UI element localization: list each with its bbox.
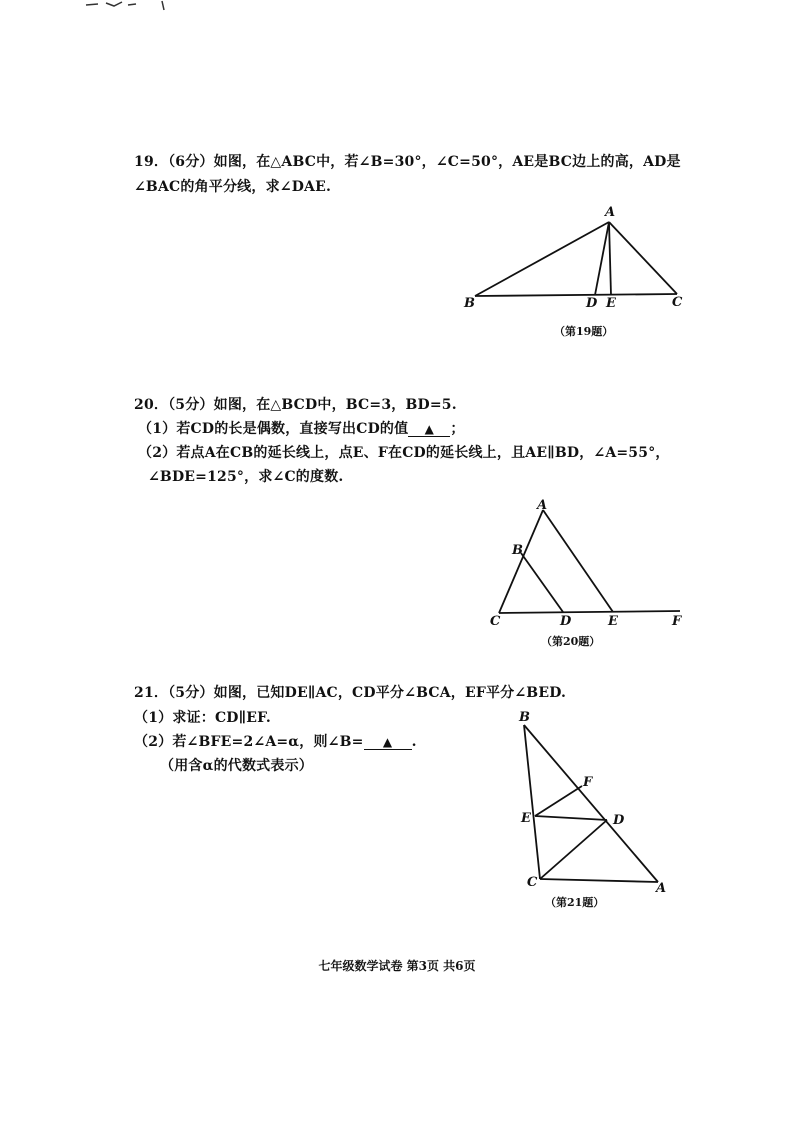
q19-label-b: B: [464, 296, 475, 311]
q20-label-e: E: [608, 614, 618, 629]
q19-segment-ac: [609, 222, 677, 294]
q21-part2: [134, 731, 417, 751]
q19-line2: ∠BAC的角平分线，求∠DAE.: [134, 179, 332, 195]
q21-part2-suffix: .: [411, 734, 417, 750]
q20-label-c: C: [490, 614, 501, 629]
q19-segment-ab: [475, 222, 609, 296]
q21-part1: （1）求证：CD∥EF.: [134, 710, 271, 726]
q20-part1-suffix: ；: [450, 421, 465, 437]
q20-figure: [480, 495, 700, 630]
q21-segment-cd: [540, 820, 607, 879]
q21-label-e: E: [521, 811, 531, 826]
q19-line1: 19．（6分）如图，在△ABC中，若∠B=30°，∠C=50°，AE是BC边上的高，AD是: [134, 154, 681, 170]
scan-mark: [84, 0, 174, 12]
q21-note: （用含α的代数式表示）: [160, 758, 313, 774]
q20-label-d: D: [560, 614, 572, 629]
q19-figure: [455, 200, 695, 315]
q20-label-b: B: [512, 543, 523, 558]
q20-part1: [138, 418, 465, 438]
q20-part2-line1: （2）若点A在CB的延长线上，点E、F在CD的延长线上，且AE∥BD，∠A=55°，: [138, 445, 670, 461]
q19-segment-bc: [475, 294, 677, 296]
q19-label-e: E: [606, 296, 616, 311]
q19-segment-ae: [609, 222, 611, 295]
q21-label-b: B: [519, 710, 530, 725]
q19-caption: （第19题）: [554, 325, 614, 338]
q21-caption: （第21题）: [545, 896, 605, 909]
q21-label-f: F: [583, 775, 593, 790]
q21-label-a: A: [656, 881, 667, 896]
q21-label-c: C: [527, 875, 538, 890]
q20-segment-ae: [543, 510, 613, 612]
q19-label-a: A: [605, 205, 616, 220]
q21-part2-prefix: （2）若∠BFE=2∠A=α，则∠B=: [134, 734, 364, 750]
q19-label-d: D: [586, 296, 598, 311]
q20-segment-bd: [521, 553, 563, 612]
q20-line1: 20．（5分）如图，在△BCD中，BC=3，BD=5.: [134, 397, 457, 413]
q21-segment-ed: [535, 816, 607, 820]
q19-segment-ad: [595, 222, 609, 295]
q20-label-f: F: [672, 614, 682, 629]
q20-part2-line2: ∠BDE=125°，求∠C的度数.: [148, 469, 344, 485]
q20-caption: （第20题）: [541, 635, 601, 648]
q21-segment-ca: [540, 879, 658, 882]
q21-line1: 21．（5分）如图，已知DE∥AC，CD平分∠BCA，EF平分∠BED.: [134, 685, 567, 701]
q20-label-a: A: [537, 498, 548, 513]
q19-label-c: C: [672, 295, 683, 310]
q21-answer-blank[interactable]: ▲: [364, 735, 412, 750]
page-footer: 七年级数学试卷 第3页 共6页: [318, 959, 476, 973]
q20-answer-blank[interactable]: ▲: [408, 422, 450, 437]
q21-segment-ef: [535, 786, 582, 816]
q21-label-d: D: [613, 813, 625, 828]
q21-figure: [510, 705, 680, 895]
q21-segment-ba: [524, 725, 658, 882]
q20-part1-prefix: （1）若CD的长是偶数，直接写出CD的值: [138, 421, 409, 437]
q20-segment-ca: [499, 510, 543, 613]
q20-segment-cf: [499, 611, 680, 613]
q21-segment-bc: [524, 725, 540, 879]
